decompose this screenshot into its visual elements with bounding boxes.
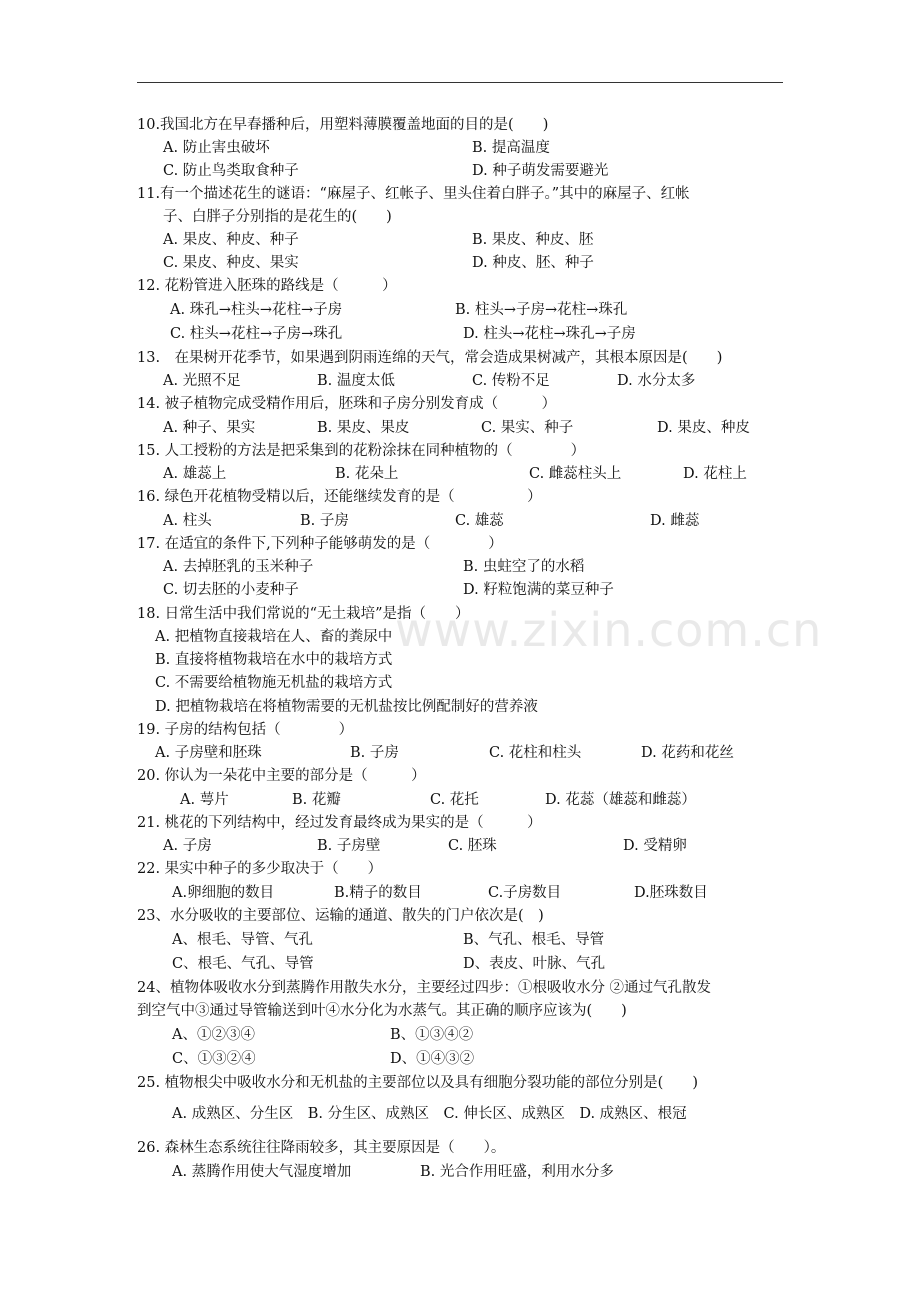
question-12-option-d: D. 柱头→花柱→珠孔→子房 (463, 326, 636, 342)
question-12-stem: 12. 花粉管进入胚珠的路线是（ ） (137, 278, 397, 294)
question-17-option-a: A. 去掉胚乳的玉米种子 (163, 559, 314, 575)
question-23-option-b: B、气孔、根毛、导管 (463, 932, 605, 948)
question-19-option-a: A. 子房壁和胚珠 (155, 745, 262, 761)
question-20-option-d: D. 花蕊（雄蕊和雌蕊） (545, 792, 696, 808)
question-15-option-a: A. 雄蕊上 (163, 466, 227, 482)
question-10-option-a: A. 防止害虫破坏 (163, 140, 270, 156)
question-13-option-a: A. 光照不足 (163, 373, 241, 389)
question-14-stem: 14. 被子植物完成受精作用后，胚珠和子房分别发育成（ ） (137, 396, 557, 412)
question-11-option-d: D. 种皮、胚、种子 (472, 255, 594, 271)
question-11-option-a: A. 果皮、种皮、种子 (163, 232, 299, 248)
question-13-stem: 13. 在果树开花季节，如果遇到阴雨连绵的天气，常会造成果树减产，其根本原因是( ) (137, 350, 723, 366)
question-18-option-c: C. 不需要给植物施无机盐的栽培方式 (155, 675, 393, 691)
question-25-stem: 25. 植物根尖中吸收水分和无机盐的主要部位以及具有细胞分裂功能的部位分别是( ) (137, 1075, 698, 1091)
question-19-option-b: B. 子房 (350, 745, 399, 761)
question-18-option-b: B. 直接将植物栽培在水中的栽培方式 (155, 652, 393, 668)
question-19-option-d: D. 花药和花丝 (641, 745, 734, 761)
question-26-option-b: B. 光合作用旺盛，利用水分多 (420, 1164, 614, 1180)
question-17-option-b: B. 虫蛀空了的水稻 (463, 559, 585, 575)
question-12-option-a: A. 珠孔→柱头→花柱→子房 (170, 302, 343, 318)
question-20-option-a: A. 萼片 (180, 792, 229, 808)
question-19-stem: 19. 子房的结构包括（ ） (137, 722, 354, 738)
question-18-option-d: D. 把植物栽培在将植物需要的无机盐按比例配制好的营养液 (155, 699, 538, 715)
question-20-option-b: B. 花瓣 (292, 792, 341, 808)
question-11-stem: 11.有一个描述花生的谜语：“麻屋子、红帐子、里头住着白胖子。”其中的麻屋子、红帐 (137, 186, 690, 202)
question-24-option-d: D、①④③② (390, 1051, 475, 1067)
question-19-option-c: C. 花柱和柱头 (489, 745, 582, 761)
question-11-option-b: B. 果皮、种皮、胚 (472, 232, 594, 248)
question-21-option-a: A. 子房 (163, 838, 212, 854)
question-23-option-c: C、根毛、气孔、导管 (172, 956, 314, 972)
question-22-option-c: C.子房数目 (488, 885, 562, 901)
question-10-stem: 10.我国北方在早春播种后，用塑料薄膜覆盖地面的目的是( ) (137, 117, 549, 133)
question-15-option-c: C. 雌蕊柱头上 (529, 466, 622, 482)
question-13-option-b: B. 温度太低 (317, 373, 395, 389)
question-13-option-c: C. 传粉不足 (472, 373, 550, 389)
question-22-stem: 22. 果实中种子的多少取决于（ ） (137, 861, 383, 877)
question-23-option-a: A、根毛、导管、气孔 (172, 932, 313, 948)
question-17-option-d: D. 籽粒饱满的菜豆种子 (463, 582, 614, 598)
question-16-stem: 16. 绿色开花植物受精以后，还能继续发育的是（ ） (137, 489, 542, 505)
question-24-option-a: A、①②③④ (172, 1027, 255, 1043)
question-24-option-b: B、①③④② (390, 1027, 474, 1043)
question-17-option-c: C. 切去胚的小麦种子 (163, 582, 299, 598)
question-23-stem: 23、水分吸收的主要部位、运输的通道、散失的门户依次是( ) (137, 908, 544, 924)
question-24-option-c: C、①③②④ (172, 1051, 256, 1067)
question-15-stem: 15. 人工授粉的方法是把采集到的花粉涂抹在同种植物的（ ） (137, 443, 586, 459)
question-17-stem: 17. 在适宜的条件下,下列种子能够萌发的是（ ） (137, 536, 503, 552)
question-16-option-b: B. 子房 (300, 513, 349, 529)
question-11-option-c: C. 果皮、种皮、果实 (163, 255, 299, 271)
question-18-option-a: A. 把植物直接栽培在人、畜的粪尿中 (155, 629, 393, 645)
question-21-option-b: B. 子房壁 (317, 838, 381, 854)
header-rule (137, 82, 783, 83)
question-14-option-d: D. 果皮、种皮 (657, 420, 750, 436)
question-12-option-b: B. 柱头→子房→花柱→珠孔 (455, 302, 628, 318)
question-16-option-d: D. 雌蕊 (650, 513, 700, 529)
question-21-option-d: D. 受精卵 (623, 838, 687, 854)
question-25-options: A. 成熟区、分生区 B. 分生区、成熟区 C. 伸长区、成熟区 D. 成熟区、根冠 (172, 1106, 687, 1122)
watermark: www.zixin.com.cn (395, 603, 823, 657)
question-14-option-c: C. 果实、种子 (481, 420, 574, 436)
question-20-stem: 20. 你认为一朵花中主要的部分是（ ） (137, 768, 426, 784)
question-10-option-d: D. 种子萌发需要避光 (472, 163, 609, 179)
question-22-option-a: A.卵细胞的数目 (172, 885, 275, 901)
question-26-option-a: A. 蒸腾作用使大气湿度增加 (172, 1164, 352, 1180)
question-24-stem: 24、植物体吸收水分到蒸腾作用散失水分，主要经过四步：①根吸收水分 ②通过气孔散发 (137, 980, 712, 996)
question-23-option-d: D、表皮、叶脉、气孔 (463, 956, 606, 972)
question-20-option-c: C. 花托 (430, 792, 479, 808)
question-18-stem: 18. 日常生活中我们常说的“无土栽培”是指（ ） (137, 606, 470, 622)
question-26-stem: 26. 森林生态系统往往降雨较多，其主要原因是（ ）。 (137, 1140, 506, 1156)
question-15-option-d: D. 花柱上 (683, 466, 747, 482)
question-10-option-b: B. 提高温度 (472, 140, 550, 156)
question-22-option-b: B.精子的数目 (334, 885, 422, 901)
question-21-option-c: C. 胚珠 (448, 838, 497, 854)
question-14-option-b: B. 果皮、果皮 (317, 420, 410, 436)
question-16-option-a: A. 柱头 (163, 513, 212, 529)
question-12-option-c: C. 柱头→花柱→子房→珠孔 (170, 326, 343, 342)
question-22-option-d: D.胚珠数目 (634, 885, 708, 901)
question-24-stem-cont: 到空气中③通过导管输送到叶④水分化为水蒸气。其正确的顺序应该为( ) (137, 1003, 627, 1019)
question-16-option-c: C. 雄蕊 (455, 513, 504, 529)
question-10-option-c: C. 防止鸟类取食种子 (163, 163, 299, 179)
question-15-option-b: B. 花朵上 (335, 466, 399, 482)
question-11-stem-cont: 子、白胖子分别指的是花生的( ) (163, 209, 392, 225)
question-14-option-a: A. 种子、果实 (163, 420, 256, 436)
question-21-stem: 21. 桃花的下列结构中，经过发育最终成为果实的是（ ） (137, 815, 542, 831)
question-13-option-d: D. 水分太多 (617, 373, 696, 389)
